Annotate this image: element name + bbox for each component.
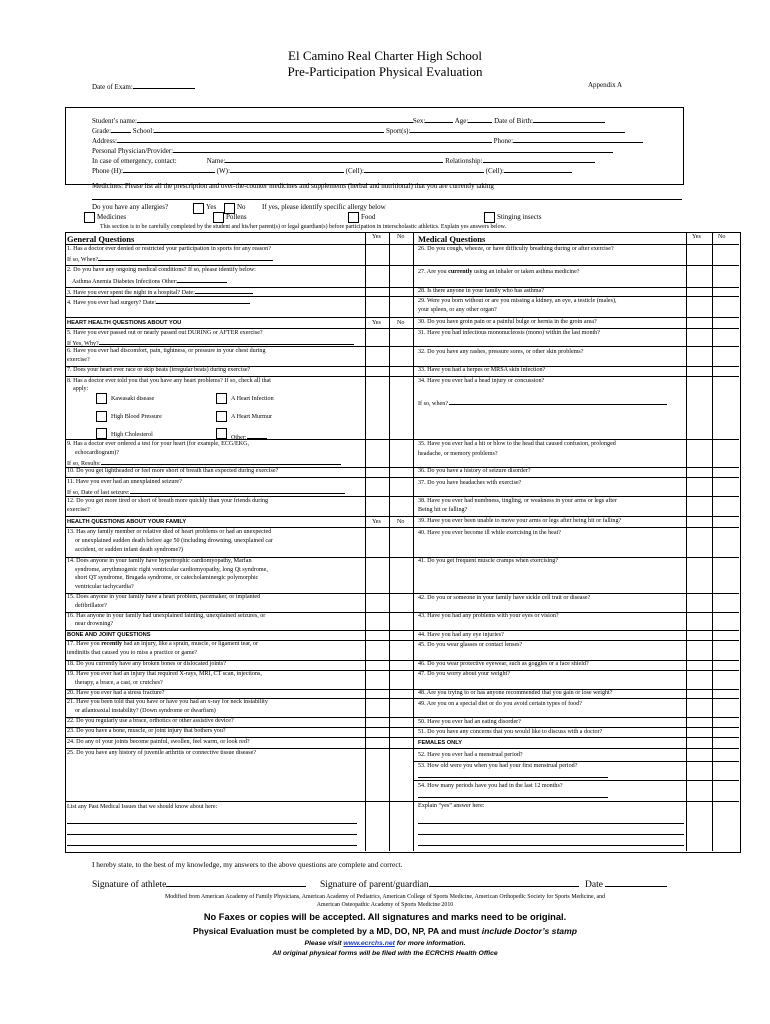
q33: 33. Have you had a herpes or MRSA skin infection? <box>418 367 546 373</box>
q38: 38. Have you ever had numbness, tingling, or weakness in your arms or legs after <box>418 498 617 504</box>
form-title: Pre-Participation Physical Evaluation <box>287 64 483 79</box>
q28: 28. Is there anyone in your family who has asthma? <box>418 288 544 294</box>
food-label: Food <box>361 213 376 221</box>
medicines-label: Medicines <box>97 213 127 221</box>
q52: 52. Have you ever had a menstrual period? <box>418 752 523 758</box>
explain-line-2[interactable] <box>418 834 684 835</box>
athlete-signature[interactable]: Signature of athlete <box>92 878 306 890</box>
q36: 36. Do you have a history of seizure disorder? <box>418 468 531 474</box>
q10: 10. Do you get lightheaded or feel more short of breath than expected during exercise? <box>67 468 279 474</box>
modified-from: Modified from American Academy of Family Physicians, American Academy of Pediatrics, American College of Sports Medicine, American Orthopedic Society for Sports Medicine, and <box>164 894 606 900</box>
q14: 14. Does anyone in your family have hypertrophic cardiomyopathy, Marfan <box>67 558 252 564</box>
q25: 25. Do you have any history of juvenile arthritis or connective tissue disease? <box>67 750 257 756</box>
left-col-divider <box>365 232 366 851</box>
q43: 43. Have you had any problems with your eyes or vision? <box>418 613 559 619</box>
pollens-checkbox[interactable] <box>213 212 224 223</box>
q17: 17. Have you recently had an injury, like a sprain, muscle, or ligament tear, or <box>67 641 258 647</box>
q42: 42. Do you or someone in your family have sickle cell trait or disease? <box>418 595 591 601</box>
physician-line[interactable]: Personal Physician/Provider: <box>92 146 613 155</box>
q16: 16. Has anyone in your family had unexplained fainting, unexplained seizures, or <box>67 613 266 619</box>
explain-line-1[interactable] <box>418 823 684 824</box>
kawasaki-label: Kawasaki disease <box>111 396 155 402</box>
q37: 37. Do you have headaches with exercise? <box>418 480 522 486</box>
past-issues-line-1[interactable] <box>67 823 357 824</box>
physical-requirement: Physical Evaluation must be completed by a MD, DO, NP, PA and must include Doctor’s stamp <box>193 926 577 936</box>
family-yes: Yes <box>372 519 381 525</box>
q9-results[interactable]: If so, Results: <box>67 458 341 468</box>
section-instruction: This section is to be carefully completed by the student and his/her parent(s) or legal guardian(s) before participation in interscholastic athletics. Explain yes answers below. <box>100 224 506 230</box>
allergy-yes-label: Yes <box>206 203 217 211</box>
q29b: your spleen, or any other organ? <box>418 307 497 313</box>
past-issues-line-3[interactable] <box>67 845 357 846</box>
q31: 31. Have you had infectious mononucleosis (mono) within the last month? <box>418 330 600 336</box>
stinging-label: Stinging insects <box>497 213 542 221</box>
stinging-checkbox[interactable] <box>484 212 495 223</box>
family-no: No <box>397 519 405 525</box>
q9b: echocardiogram)? <box>75 450 119 456</box>
q27: 27. Are you currently using an inhaler or taken asthma medicine? <box>418 269 580 275</box>
emergency-line[interactable]: In case of emergency, contact: Name: Relationship: <box>92 156 595 165</box>
q14d: ventricular tachycardia? <box>75 584 134 590</box>
signature-date[interactable]: Date <box>585 878 667 890</box>
family-heading: HEALTH QUESTIONS ABOUT YOUR FAMILY <box>67 519 187 525</box>
q8: 8. Has a doctor ever told you that you have any heart problems? If so, check all that <box>67 378 271 384</box>
q3: 3. Have you ever spent the night in a hospital? Date: <box>67 287 253 297</box>
q7: 7. Does your heart ever race or skip beats (irregular beats) during exercise? <box>67 367 251 373</box>
q32: 32. Do you have any rashes, pressure sores, or other skin problems? <box>418 349 584 355</box>
heart-infection-checkbox[interactable] <box>216 393 227 404</box>
q54-answer-line[interactable] <box>418 797 608 798</box>
q5: 5. Have you ever passed out or nearly passed out DURING or AFTER exercise? <box>67 330 263 336</box>
q45: 45. Do you wear glasses or contact lenses? <box>418 642 523 648</box>
cholesterol-label: High Cholesterol <box>111 432 153 438</box>
q40: 40. Have you ever become ill while exercising in the heat? <box>418 530 561 536</box>
q15: 15. Does anyone in your family have a heart problem, pacemaker, or implanted <box>67 594 261 600</box>
q38b: Being hit or falling? <box>418 507 468 513</box>
other-heart-label[interactable]: Other: <box>231 432 267 442</box>
q9: 9. Has a doctor ever ordered a test for your heart (for example, ECG/EKG, <box>67 441 250 447</box>
q51: 51. Do you have any concerns that you would like to discuss with a doctor? <box>418 729 603 735</box>
allergy-question: Do you have any allergies? <box>92 203 169 211</box>
parent-signature[interactable]: Signature of parent/guardian <box>320 878 579 890</box>
q19b: therapy, a brace, a cast, or crutches? <box>75 680 163 686</box>
q8-apply: apply: <box>73 386 89 392</box>
modified-from-2: American Osteopathic Academy of Sports Medicine 2010 <box>316 902 454 908</box>
q18: 18. Do you currently have any broken bones or dislocated joints? <box>67 661 226 667</box>
q46: 46. Do you wear protective eyewear, such as goggles or a face shield? <box>418 661 589 667</box>
q35b: headache, or memory problems? <box>418 451 498 457</box>
heart-infection-label: A Heart Infection <box>231 396 274 402</box>
q53-answer-line[interactable] <box>418 777 608 778</box>
heart-no: No <box>397 320 405 326</box>
q2: 2. Do you have any ongoing medical conditions? If so, please identify below: <box>67 267 256 273</box>
q17b: tendinitis that caused you to miss a practice or game? <box>67 650 198 656</box>
q11-date[interactable]: If so, Date of last seizure: <box>67 487 345 497</box>
females-heading: FEMALES ONLY <box>418 740 463 746</box>
q14b: syndrome, arrythmogenic right ventricular cardiomyopathy, long Qt syndrome, <box>75 567 268 573</box>
q24: 24. Do any of your joints become painful, swollen, feel warm, or look red? <box>67 739 250 745</box>
q6: 6. Have you ever had discomfort, pain, tightness, or pressure in your chest during <box>67 348 266 354</box>
kawasaki-checkbox[interactable] <box>96 393 107 404</box>
left-yes-header: Yes <box>372 234 381 240</box>
q53: 53. How old were you when you had your first menstrual period? <box>418 763 578 769</box>
allergy-yes-checkbox[interactable] <box>193 203 204 214</box>
q35: 35. Have you ever had a hit or blow to the head that caused confusion, prolonged <box>418 441 616 447</box>
general-questions-heading: General Questions <box>67 234 135 244</box>
q14c: short QT syndrome, Brugada syndrome, or catecholaminergic polymorphic <box>75 575 259 581</box>
q13c: accident, or sudden infant death syndrome?) <box>75 547 183 553</box>
q1: 1. Has a doctor ever denied or restricted your participation in sports for any reason? <box>67 246 271 252</box>
q39: 39. Have you ever been unable to move your arms or legs after being hit or falling? <box>418 518 622 524</box>
past-issues-line-2[interactable] <box>67 834 357 835</box>
q1-when[interactable]: If so, When? <box>67 254 273 264</box>
student-name-line[interactable]: Student’s name: Sex: Age: Date of Birth: <box>92 116 605 125</box>
explain-line-3[interactable] <box>418 845 684 846</box>
heart-health-heading: HEART HEALTH QUESTIONS ABOUT YOU <box>67 320 182 326</box>
murmur-checkbox[interactable] <box>216 411 227 422</box>
q50: 50. Have you ever had an eating disorder? <box>418 719 521 725</box>
q11: 11. Have you ever had an unexplained seizure? <box>67 479 182 485</box>
q29: 29. Were you born without or are you missing a kidney, an eye, a testicle (males), <box>418 298 617 304</box>
murmur-label: A Heart Murmur <box>231 414 272 420</box>
right-no-header: No <box>718 234 726 240</box>
q23: 23. Do you have a bone, muscle, or joint injury that bothers you? <box>67 728 226 734</box>
q26: 26. Do you cough, wheeze, or have difficulty breathing during or after exercise? <box>418 246 614 252</box>
exam-date-label: Date of Exam: <box>92 82 195 91</box>
q6b: exercise? <box>67 357 90 363</box>
allergy-specify: If yes, please identify specific allergy below <box>262 203 386 211</box>
q44: 44. Have you had any eye injuries? <box>418 632 504 638</box>
q19: 19. Have you ever had an injury that required X-rays, MRI, CT scan, injections, <box>67 671 262 677</box>
q21: 21. Have you been told that you have or have you had an x-ray for neck instability <box>67 699 268 705</box>
address-line[interactable]: Address: Phone: <box>92 136 643 145</box>
bone-heading: BONE AND JOINT QUESTIONS <box>67 632 151 638</box>
heart-yes: Yes <box>372 320 381 326</box>
q34-when[interactable]: If so, when? <box>418 398 667 408</box>
q22: 22. Do you regularly use a brace, orthotics or other assistive device? <box>67 718 234 724</box>
other-heart-checkbox[interactable] <box>216 428 227 439</box>
q16b: near drowning? <box>75 621 114 627</box>
medicines-checkbox[interactable] <box>84 212 95 223</box>
q21b: or atlantoaxial instability? (Down syndrome or dwarfism) <box>75 708 216 714</box>
no-faxes-notice: No Faxes or copies will be accepted. All signatures and marks need to be original. <box>203 912 567 922</box>
hbp-checkbox[interactable] <box>96 411 107 422</box>
medicines-instruction: Medicines: Please list all the prescription and over-the-counter medicines and supplements (herbal and nutritional) that you are currently taking <box>92 182 494 190</box>
q15b: defibrillator? <box>75 603 107 609</box>
medicines-line[interactable] <box>92 199 682 200</box>
filed-notice: All original physical forms will be filed with the ECRCHS Health Office <box>272 950 498 957</box>
past-issues-label: List any Past Medical Issues that we should know about here: <box>67 804 218 810</box>
q47: 47. Do you worry about your weight? <box>418 671 510 677</box>
q30: 30. Do you have groin pain or a painful bulge or hernia in the groin area? <box>418 319 597 325</box>
q13b: or unexplained sudden death before age 50 (including drowning, unexplained car <box>75 538 273 544</box>
q13: 13. Has any family member or relative died of heart problems or had an unexpected <box>67 529 272 535</box>
q12b: exercise? <box>67 507 90 513</box>
q12: 12. Do you get more tired or short of breath more quickly than your friends during <box>67 498 269 504</box>
q49: 49. Are you on a special diet or do you avoid certain types of food? <box>418 701 582 707</box>
medical-questions-heading: Medical Questions <box>418 234 486 244</box>
right-yes-header: Yes <box>692 234 701 240</box>
school-name: El Camino Real Charter High School <box>288 48 482 63</box>
grade-school-line[interactable]: Grade: School: Sport(s): <box>92 126 625 135</box>
visit-website: Please visit www.ecrchs.net for more information. <box>304 940 466 947</box>
cholesterol-checkbox[interactable] <box>96 428 107 439</box>
appendix-label: Appendix A <box>588 81 623 89</box>
q20: 20. Have you ever had a stress fracture? <box>67 690 165 696</box>
q48: 48. Are you trying to or has anyone recommended that you gain or lose weight? <box>418 690 613 696</box>
q5-why[interactable]: If Yes, Why? <box>67 338 354 348</box>
q34: 34. Have you ever had a head injury or concussion? <box>418 378 545 384</box>
website-link[interactable]: www.ecrchs.net <box>343 940 395 947</box>
explain-label: Explain “yes” answer here: <box>418 803 485 809</box>
phone-line[interactable]: Phone (H): (W): (Cell): (Cell): <box>92 166 572 175</box>
allergy-no-label: No <box>237 203 246 211</box>
left-no-header: No <box>397 234 405 240</box>
q2-options[interactable]: Asthma Anemia Diabetes Infections Other: <box>72 276 227 286</box>
food-checkbox[interactable] <box>348 212 359 223</box>
pollens-label: Pollens <box>226 213 247 221</box>
q4: 4. Have you ever had surgery? Date: <box>67 297 250 307</box>
attestation-statement: I hereby state, to the best of my knowledge, my answers to the above questions are complete and correct. <box>92 860 403 869</box>
hbp-label: High Blood Pressure <box>111 414 162 420</box>
q41: 41. Do you get frequent muscle cramps when exercising? <box>418 558 558 564</box>
q54: 54. How many periods have you had in the last 12 months? <box>418 783 563 789</box>
